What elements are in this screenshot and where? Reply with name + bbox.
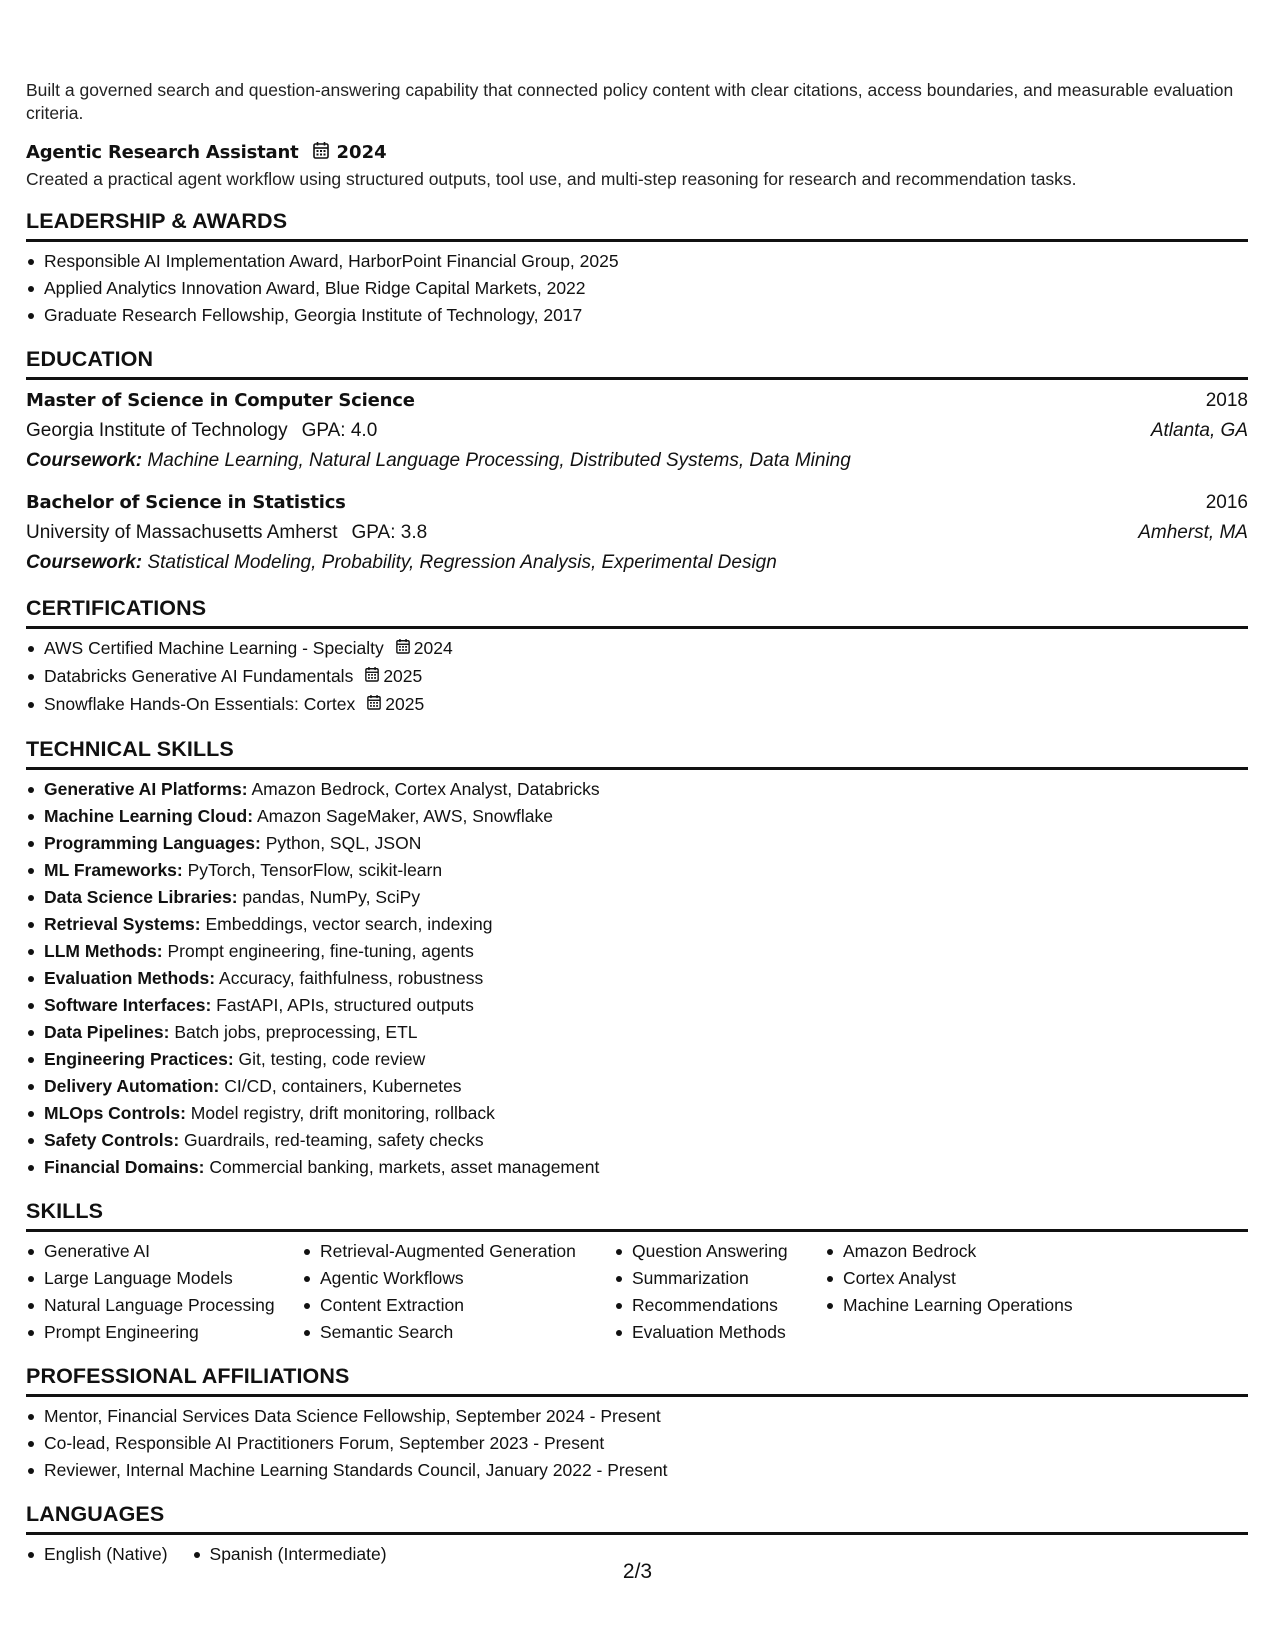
school-label: Georgia Institute of Technology [26,420,288,441]
list-item [26,830,1248,857]
graduation-year: 2018 [1205,390,1248,411]
skill-category: Programming Languages: [44,832,261,853]
project-entry [26,140,1248,191]
skill-values: Commercial banking, markets, asset management [204,1156,600,1177]
languages-section [26,1501,1248,1568]
skill-values: Amazon Bedrock, Cortex Analyst, Databricks [247,778,600,799]
section-heading: EDUCATION [26,346,1248,380]
skill-category: Software Interfaces: [44,994,212,1015]
list-item: Applied Analytics Innovation Award, Blue Ridge Capital Markets, 2022 [26,275,1248,302]
school-location: Amherst, MA [1138,522,1248,543]
project-description: Created a practical agent workflow using structured outputs, tool use, and multi-step reasoning for research and recommendation tasks. [26,169,1077,189]
list-item [26,884,1248,911]
certification-year: 2024 [413,638,453,658]
section-heading: LEADERSHIP & AWARDS [26,208,1248,242]
skill-category: Generative AI Platforms: [44,778,248,799]
list-item [26,992,1248,1019]
technical-skills-section [26,736,1248,1181]
skill-category: Data Pipelines: [44,1021,170,1042]
section-heading: SKILLS [26,1198,1248,1232]
certification-year: 2025 [385,693,425,714]
certification-name: Databricks Generative AI Fundamentals [44,665,354,686]
list-item: Summarization [614,1265,825,1292]
certification-name: Snowflake Hands-On Essentials: Cortex [44,693,356,714]
project-entry [26,79,1248,125]
list-item: Evaluation Methods [614,1319,825,1346]
certifications-section [26,595,1248,719]
coursework-label: Coursework: [26,450,143,471]
school-label: University of Massachusetts Amherst [26,522,338,543]
list-item: Agentic Workflows [302,1265,614,1292]
skill-values: Embeddings, vector search, indexing [200,913,493,934]
calendar-icon [313,141,329,164]
school-name [26,416,377,446]
coursework-list: Machine Learning, Natural Language Processing, Distributed Systems, Data Mining [147,450,851,471]
skills-column [302,1238,614,1346]
project-description: Built a governed search and question-answering capability that connected policy content with clear citations, access boundaries, and measurable evaluation criteria. [26,80,1234,123]
section-heading: PROFESSIONAL AFFILIATIONS [26,1363,1248,1397]
leadership-section [26,208,1248,329]
school-location: Atlanta, GA [1150,420,1248,441]
project-year: 2024 [336,141,387,163]
skills-column [825,1238,1125,1346]
list-item: Reviewer, Internal Machine Learning Standards Council, January 2022 - Present [26,1457,1248,1484]
list-item [26,1100,1248,1127]
list-item [26,965,1248,992]
skill-category: Delivery Automation: [44,1075,220,1096]
list-item: English (Native) [26,1541,168,1568]
list-item: Co-lead, Responsible AI Practitioners Forum, September 2023 - Present [26,1430,1248,1457]
list-item: Natural Language Processing [26,1292,302,1319]
coursework [26,446,1248,476]
skill-category: Financial Domains: [44,1156,205,1177]
list-item: Retrieval-Augmented Generation [302,1238,614,1265]
skills-section [26,1198,1248,1346]
skill-values: pandas, NumPy, SciPy [237,886,421,907]
skill-values: Git, testing, code review [233,1048,426,1069]
education-entry [26,488,1248,578]
gpa: GPA: 4.0 [301,420,378,441]
list-item: Generative AI [26,1238,302,1265]
skill-category: Machine Learning Cloud: [44,805,254,826]
list-item: Content Extraction [302,1292,614,1319]
skill-category: Safety Controls: [44,1129,180,1150]
list-item: Amazon Bedrock [825,1238,1125,1265]
skill-values: Accuracy, faithfulness, robustness [215,967,484,988]
list-item [26,663,1248,691]
list-item [26,1154,1248,1181]
list-item: Prompt Engineering [26,1319,302,1346]
list-item: Large Language Models [26,1265,302,1292]
school-name [26,518,427,548]
education-section [26,346,1248,578]
list-item [26,857,1248,884]
list-item: Graduate Research Fellowship, Georgia Institute of Technology, 2017 [26,302,1248,329]
list-item [26,635,1248,663]
certification-name: AWS Certified Machine Learning - Specialty [44,638,384,658]
calendar-icon [365,663,379,690]
certification-year: 2025 [383,665,423,686]
skill-values: FastAPI, APIs, structured outputs [211,994,474,1015]
list-item [26,911,1248,938]
list-item [26,803,1248,830]
list-item [26,938,1248,965]
section-heading: TECHNICAL SKILLS [26,736,1248,770]
skill-category: Retrieval Systems: [44,913,201,934]
skill-category: Engineering Practices: [44,1048,234,1069]
skill-values: PyTorch, TensorFlow, scikit-learn [182,859,443,880]
list-item: Spanish (Intermediate) [192,1541,387,1568]
project-title: Agentic Research Assistant [26,141,299,163]
list-item [26,1127,1248,1154]
graduation-year: 2016 [1205,492,1248,513]
list-item [26,1046,1248,1073]
award-list [26,248,1248,329]
skill-category: MLOps Controls: [44,1102,186,1123]
list-item [26,1073,1248,1100]
page-number: 2/3 [622,1560,653,1583]
skill-category: ML Frameworks: [44,859,183,880]
list-item [26,1019,1248,1046]
list-item [26,691,1248,719]
list-item: Semantic Search [302,1319,614,1346]
skill-values: Python, SQL, JSON [260,832,422,853]
skill-values: Guardrails, red-teaming, safety checks [179,1129,484,1150]
skill-values: Prompt engineering, fine-tuning, agents [162,940,474,961]
resume-page [26,0,1248,1568]
skill-category: LLM Methods: [44,940,163,961]
skill-category: Data Science Libraries: [44,886,238,907]
affiliations-section [26,1363,1248,1484]
degree-title: Master of Science in Computer Science [26,390,415,411]
skill-values: Amazon SageMaker, AWS, Snowflake [253,805,553,826]
skill-category: Evaluation Methods: [44,967,216,988]
certification-list [26,635,1248,719]
skills-column [26,1238,302,1346]
list-item: Machine Learning Operations [825,1292,1125,1319]
section-heading: LANGUAGES [26,1501,1248,1535]
technical-skills-list [26,776,1248,1181]
list-item: Responsible AI Implementation Award, HarborPoint Financial Group, 2025 [26,248,1248,275]
coursework [26,548,1248,578]
education-entry [26,386,1248,476]
project-title-row [26,140,1248,164]
list-item: Recommendations [614,1292,825,1319]
degree-title: Bachelor of Science in Statistics [26,492,346,513]
list-item: Mentor, Financial Services Data Science Fellowship, September 2024 - Present [26,1403,1248,1430]
list-item [26,776,1248,803]
skill-values: CI/CD, containers, Kubernetes [219,1075,462,1096]
coursework-label: Coursework: [26,552,143,573]
calendar-icon [367,691,381,718]
skills-column [614,1238,825,1346]
gpa: GPA: 3.8 [351,522,428,543]
affiliation-list [26,1403,1248,1484]
list-item: Cortex Analyst [825,1265,1125,1292]
coursework-list: Statistical Modeling, Probability, Regression Analysis, Experimental Design [147,552,777,573]
calendar-icon [396,635,410,662]
skill-values: Batch jobs, preprocessing, ETL [169,1021,418,1042]
section-heading: CERTIFICATIONS [26,595,1248,629]
skills-columns [26,1238,1248,1346]
skill-values: Model registry, drift monitoring, rollback [185,1102,495,1123]
list-item: Question Answering [614,1238,825,1265]
